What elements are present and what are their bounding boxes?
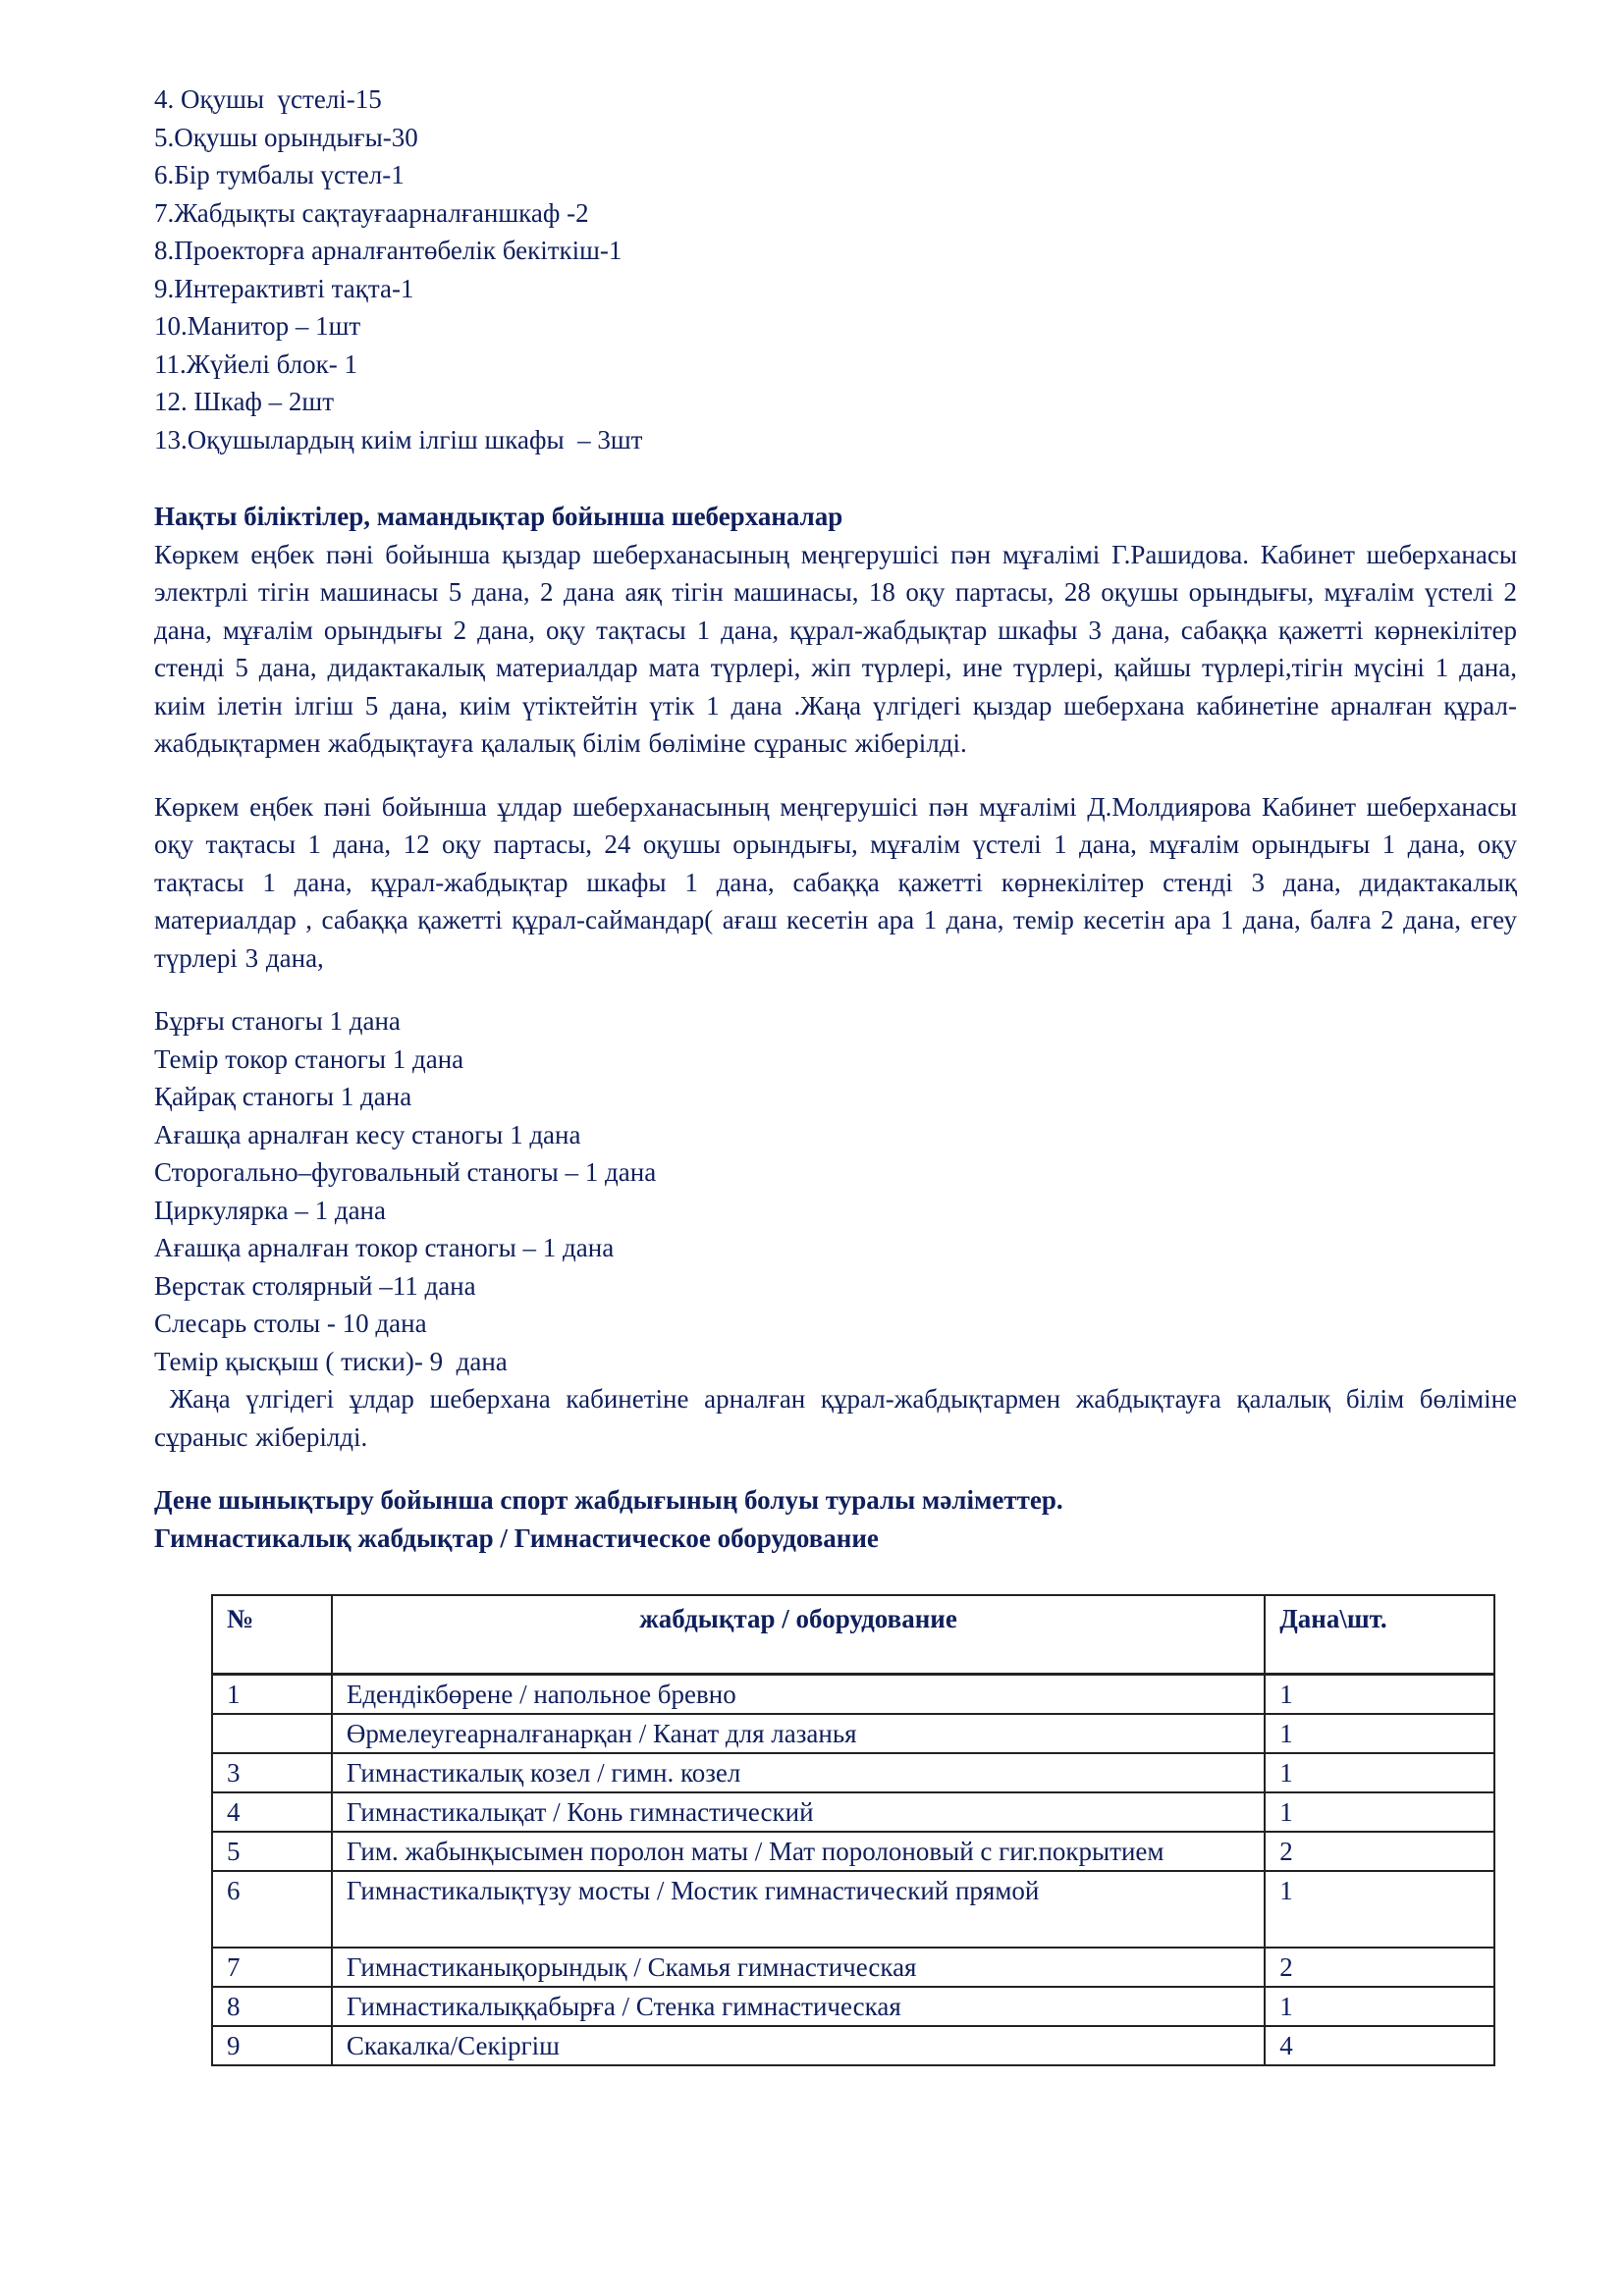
machine-item: Ағашқа арналған кесу станогы 1 дана [154,1119,581,1149]
sport-heading: Дене шынықтыру бойынша спорт жабдығының болуы туралы мәліметтер. [154,1485,1063,1515]
table-row [212,1948,1494,1987]
cell-equipment: Гим. жабынқысымен поролон маты / Мат поролоновый с гиг.покрытием [332,1832,1265,1871]
cell-quantity: 1 [1265,1987,1494,2026]
boys-workshop-paragraph: Көркем еңбек пәні бойынша ұлдар шеберханасының меңгерушісі пән мұғалімі Д.Молдиярова Кабинет шеберханасы оқу тақтасы 1 дана, 12 оқу партасы, 24 оқушы орындығы, мұғалім үстелі 1 дана, мұғалім орындығы 1 дана, оқу тақтасы 1 дана, құрал-жабдықтар шкафы 1 дана, сабаққа қажетті көрнекілітер стенді 3 дана, дидактакалық материалдар , сабаққа қажетті құрал-саймандар( ағаш кесетін ара 1 дана, темір кесетін ара 1 дана, балға 2 дана, егеу түрлері 3 дана, [154,791,1517,973]
column-header-equipment: жабдықтар / оборудование [332,1595,1265,1675]
inventory-item: 6.Бір тумбалы үстел-1 [154,160,405,189]
column-header-quantity: Дана\шт. [1265,1595,1494,1675]
cell-number: 8 [212,1987,332,2026]
cell-quantity: 4 [1265,2026,1494,2065]
cell-equipment: Гимнастикалық козел / гимн. козел [332,1753,1265,1792]
table-row [212,1753,1494,1792]
machine-item: Ағашқа арналған токор станогы – 1 дана [154,1233,615,1262]
inventory-item: 12. Шкаф – 2шт [154,387,335,416]
cell-number: 3 [212,1753,332,1792]
table-row [212,1714,1494,1753]
cell-equipment: Гимнастиканықорындық / Скамья гимнастическая [332,1948,1265,1987]
cell-equipment: Скакалка/Секіргіш [332,2026,1265,2065]
machine-item: Темір токор станогы 1 дана [154,1043,464,1074]
table-row [212,1871,1494,1948]
inventory-list [154,80,1517,458]
machine-item: Слесарь столы - 10 дана [154,1308,427,1338]
inventory-item: 8.Проекторға арналғантөбелік бекіткіш-1 [154,236,623,265]
cell-quantity: 1 [1265,1753,1494,1792]
girls-workshop-paragraph: Көркем еңбек пәні бойынша қыздар шеберханасының меңгерушісі пән мұғалімі Г.Рашидова. Кабинет шеберханасы электрлі тігін машинасы 5 дана, 2 дана аяқ тігін машинасы, 18 оқу партасы, 28 оқушы орындығы, мұғалім үстелі 2 дана, мұғалім орындығы 2 дана, оқу тақтасы 1 дана, құрал-жабдықтар шкафы 3 дана, сабаққа қажетті көрнекілітер стенді 5 дана, дидактакалық материалдар мата түрлері, жіп түрлері, ине түрлері, қайшы түрлері,тігін мүсіні 1 дана, киім ілетін ілгіш 5 дана, киім үтіктейтін үтік 1 дана .Жаңа үлгідегі қыздар шеберхана кабинетіне арналған құрал-жабдықтармен жабдықтауға қалалық білім бөліміне сұраныс жіберілді. [154,539,1517,758]
machine-item: Циркулярка – 1 дана [154,1195,386,1225]
machines-list [154,1002,1517,1380]
table-row [212,1792,1494,1832]
inventory-item: 5.Оқушы орындығы-30 [154,122,418,152]
inventory-item: 10.Манитор – 1шт [154,311,361,341]
cell-number [212,1714,332,1753]
machine-item: Верстак столярный –11 дана [154,1270,476,1301]
cell-quantity: 1 [1265,1792,1494,1832]
boys-request-paragraph: Жаңа үлгідегі ұлдар шеберхана кабинетіне арналған құрал-жабдықтармен жабдықтауға қалалық білім бөліміне сұраныс жіберілді. [154,1384,1525,1452]
cell-quantity: 2 [1265,1832,1494,1871]
gymnastics-equipment-table [211,1594,1495,2066]
table-row [212,1675,1494,1715]
inventory-item: 9.Интерактивті тақта-1 [154,273,414,303]
table-row [212,1832,1494,1871]
cell-quantity: 2 [1265,1948,1494,1987]
cell-quantity: 1 [1265,1675,1494,1715]
cell-equipment: Гимнастикалықат / Конь гимнастический [332,1792,1265,1832]
machine-item: Қайрақ станогы 1 дана [154,1082,412,1111]
cell-equipment: Едендікбөрене / напольное бревно [332,1675,1265,1715]
inventory-item: 7.Жабдықты сақтауғаарналғаншкаф -2 [154,197,589,228]
machine-item: Темір қысқыш ( тиски)- 9 дана [154,1346,508,1376]
inventory-item: 11.Жүйелі блок- 1 [154,348,357,379]
cell-quantity: 1 [1265,1871,1494,1948]
inventory-item: 13.Оқушылардың киім ілгіш шкафы – 3шт [154,424,643,454]
cell-equipment: Гимнастикалықтүзу мосты / Мостик гимнастический прямой [332,1871,1265,1948]
workshops-heading: Нақты біліктілер, мамандықтар бойынша шеберханалар [154,502,843,531]
machine-item: Бұрғы станогы 1 дана [154,1006,401,1036]
machine-item: Сторогально–фуговальный станогы – 1 дана [154,1157,657,1187]
cell-number: 6 [212,1871,332,1948]
inventory-item: 4. Оқушы үстелі-15 [154,84,382,114]
cell-number: 7 [212,1948,332,1987]
cell-number: 4 [212,1792,332,1832]
gymnastics-heading: Гимнастикалық жабдықтар / Гимнастическое оборудование [154,1522,879,1553]
cell-number: 1 [212,1675,332,1715]
cell-number: 5 [212,1832,332,1871]
cell-equipment: Өрмелеугеарналғанарқан / Канат для лазанья [332,1714,1265,1753]
cell-quantity: 1 [1265,1714,1494,1753]
cell-equipment: Гимнастикалыққабырға / Стенка гимнастическая [332,1987,1265,2026]
table-row [212,2026,1494,2065]
table-row [212,1987,1494,2026]
table-header-row [212,1595,1494,1675]
cell-number: 9 [212,2026,332,2065]
document-page [154,80,1525,2066]
column-header-number: № [212,1595,332,1675]
